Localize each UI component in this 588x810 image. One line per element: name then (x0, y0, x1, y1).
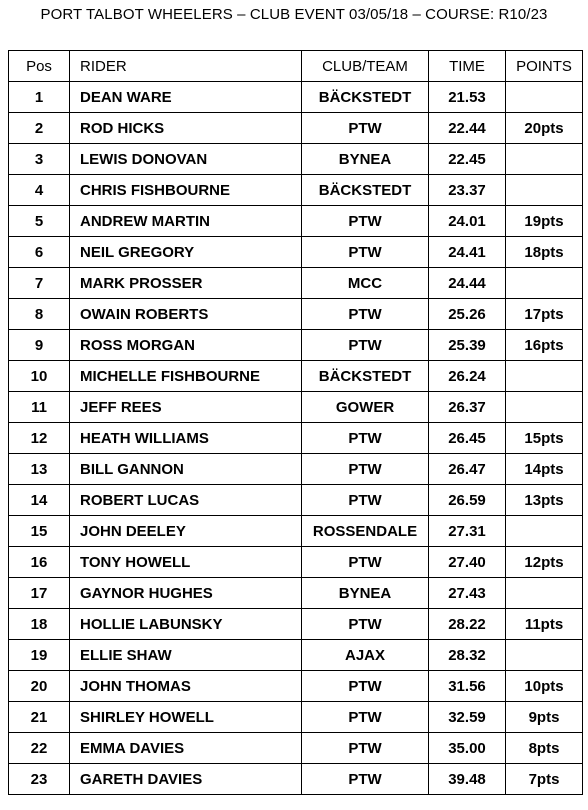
cell-pos: 12 (9, 423, 70, 454)
cell-rider: TONY HOWELL (70, 547, 302, 578)
header-row (9, 51, 583, 82)
cell-pos: 3 (9, 144, 70, 175)
cell-time: 24.44 (429, 268, 506, 299)
cell-pos: 21 (9, 702, 70, 733)
cell-rider: ELLIE SHAW (70, 640, 302, 671)
table-row (9, 175, 583, 206)
cell-points: 8pts (506, 733, 583, 764)
cell-points (506, 516, 583, 547)
cell-points: 13pts (506, 485, 583, 516)
cell-rider: MARK PROSSER (70, 268, 302, 299)
table-row (9, 764, 583, 795)
table-row (9, 702, 583, 733)
cell-pos: 10 (9, 361, 70, 392)
results-body (9, 82, 583, 795)
cell-time: 26.37 (429, 392, 506, 423)
table-row (9, 547, 583, 578)
cell-pos: 1 (9, 82, 70, 113)
cell-points: 16pts (506, 330, 583, 361)
table-row (9, 268, 583, 299)
cell-rider: CHRIS FISHBOURNE (70, 175, 302, 206)
cell-pos: 16 (9, 547, 70, 578)
cell-pos: 18 (9, 609, 70, 640)
cell-rider: ROSS MORGAN (70, 330, 302, 361)
cell-time: 25.26 (429, 299, 506, 330)
cell-club: BYNEA (302, 144, 429, 175)
cell-pos: 2 (9, 113, 70, 144)
cell-points: 19pts (506, 206, 583, 237)
cell-rider: SHIRLEY HOWELL (70, 702, 302, 733)
cell-club: BÄCKSTEDT (302, 361, 429, 392)
cell-points (506, 361, 583, 392)
cell-time: 26.45 (429, 423, 506, 454)
cell-time: 35.00 (429, 733, 506, 764)
cell-club: PTW (302, 454, 429, 485)
cell-time: 21.53 (429, 82, 506, 113)
table-row (9, 609, 583, 640)
table-row (9, 392, 583, 423)
cell-club: PTW (302, 764, 429, 795)
cell-pos: 20 (9, 671, 70, 702)
cell-pos: 14 (9, 485, 70, 516)
cell-points: 11pts (506, 609, 583, 640)
cell-club: BÄCKSTEDT (302, 82, 429, 113)
table-row (9, 82, 583, 113)
cell-club: PTW (302, 733, 429, 764)
cell-points (506, 268, 583, 299)
cell-pos: 5 (9, 206, 70, 237)
cell-points: 18pts (506, 237, 583, 268)
table-row (9, 423, 583, 454)
table-row (9, 671, 583, 702)
column-header-club: CLUB/TEAM (302, 51, 429, 82)
cell-rider: HOLLIE LABUNSKY (70, 609, 302, 640)
cell-time: 27.43 (429, 578, 506, 609)
cell-time: 26.47 (429, 454, 506, 485)
cell-club: PTW (302, 702, 429, 733)
cell-pos: 9 (9, 330, 70, 361)
column-header-time: TIME (429, 51, 506, 82)
cell-pos: 11 (9, 392, 70, 423)
column-header-pos: Pos (9, 51, 70, 82)
cell-club: PTW (302, 299, 429, 330)
table-row (9, 206, 583, 237)
cell-points (506, 578, 583, 609)
table-row (9, 516, 583, 547)
cell-club: PTW (302, 113, 429, 144)
cell-time: 24.01 (429, 206, 506, 237)
cell-pos: 23 (9, 764, 70, 795)
cell-rider: EMMA DAVIES (70, 733, 302, 764)
cell-points: 9pts (506, 702, 583, 733)
cell-rider: DEAN WARE (70, 82, 302, 113)
page-title: PORT TALBOT WHEELERS – CLUB EVENT 03/05/18 – COURSE: R10/23 (40, 6, 548, 23)
cell-time: 22.45 (429, 144, 506, 175)
cell-time: 25.39 (429, 330, 506, 361)
cell-points (506, 640, 583, 671)
cell-rider: NEIL GREGORY (70, 237, 302, 268)
cell-pos: 15 (9, 516, 70, 547)
cell-rider: BILL GANNON (70, 454, 302, 485)
cell-time: 28.32 (429, 640, 506, 671)
cell-club: PTW (302, 423, 429, 454)
cell-rider: JEFF REES (70, 392, 302, 423)
table-row (9, 237, 583, 268)
cell-time: 24.41 (429, 237, 506, 268)
cell-time: 39.48 (429, 764, 506, 795)
cell-rider: JOHN THOMAS (70, 671, 302, 702)
cell-time: 23.37 (429, 175, 506, 206)
table-row (9, 144, 583, 175)
cell-pos: 7 (9, 268, 70, 299)
cell-time: 28.22 (429, 609, 506, 640)
cell-points: 10pts (506, 671, 583, 702)
cell-club: PTW (302, 547, 429, 578)
cell-rider: OWAIN ROBERTS (70, 299, 302, 330)
cell-time: 31.56 (429, 671, 506, 702)
cell-points: 7pts (506, 764, 583, 795)
cell-club: BYNEA (302, 578, 429, 609)
cell-time: 27.40 (429, 547, 506, 578)
cell-club: GOWER (302, 392, 429, 423)
cell-rider: LEWIS DONOVAN (70, 144, 302, 175)
column-header-rider: RIDER (70, 51, 302, 82)
cell-rider: ROD HICKS (70, 113, 302, 144)
cell-points: 20pts (506, 113, 583, 144)
table-row (9, 578, 583, 609)
cell-points (506, 392, 583, 423)
cell-points: 14pts (506, 454, 583, 485)
cell-rider: HEATH WILLIAMS (70, 423, 302, 454)
cell-points (506, 175, 583, 206)
cell-rider: ROBERT LUCAS (70, 485, 302, 516)
cell-pos: 4 (9, 175, 70, 206)
results-table (8, 50, 583, 795)
cell-club: PTW (302, 330, 429, 361)
cell-time: 26.24 (429, 361, 506, 392)
cell-pos: 13 (9, 454, 70, 485)
cell-pos: 6 (9, 237, 70, 268)
cell-club: ROSSENDALE (302, 516, 429, 547)
cell-club: PTW (302, 237, 429, 268)
cell-rider: GAYNOR HUGHES (70, 578, 302, 609)
cell-time: 27.31 (429, 516, 506, 547)
cell-points: 15pts (506, 423, 583, 454)
cell-rider: MICHELLE FISHBOURNE (70, 361, 302, 392)
table-row (9, 733, 583, 764)
cell-club: PTW (302, 485, 429, 516)
cell-points (506, 82, 583, 113)
cell-rider: GARETH DAVIES (70, 764, 302, 795)
table-row (9, 640, 583, 671)
cell-club: BÄCKSTEDT (302, 175, 429, 206)
cell-club: PTW (302, 671, 429, 702)
cell-pos: 17 (9, 578, 70, 609)
column-header-points: POINTS (506, 51, 583, 82)
cell-points: 17pts (506, 299, 583, 330)
cell-time: 22.44 (429, 113, 506, 144)
cell-pos: 22 (9, 733, 70, 764)
cell-club: PTW (302, 609, 429, 640)
cell-time: 32.59 (429, 702, 506, 733)
table-row (9, 454, 583, 485)
table-row (9, 113, 583, 144)
table-row (9, 299, 583, 330)
table-row (9, 485, 583, 516)
cell-points (506, 144, 583, 175)
table-row (9, 361, 583, 392)
cell-club: AJAX (302, 640, 429, 671)
cell-time: 26.59 (429, 485, 506, 516)
table-row (9, 330, 583, 361)
cell-rider: JOHN DEELEY (70, 516, 302, 547)
cell-pos: 8 (9, 299, 70, 330)
cell-club: MCC (302, 268, 429, 299)
cell-rider: ANDREW MARTIN (70, 206, 302, 237)
cell-points: 12pts (506, 547, 583, 578)
cell-club: PTW (302, 206, 429, 237)
cell-pos: 19 (9, 640, 70, 671)
